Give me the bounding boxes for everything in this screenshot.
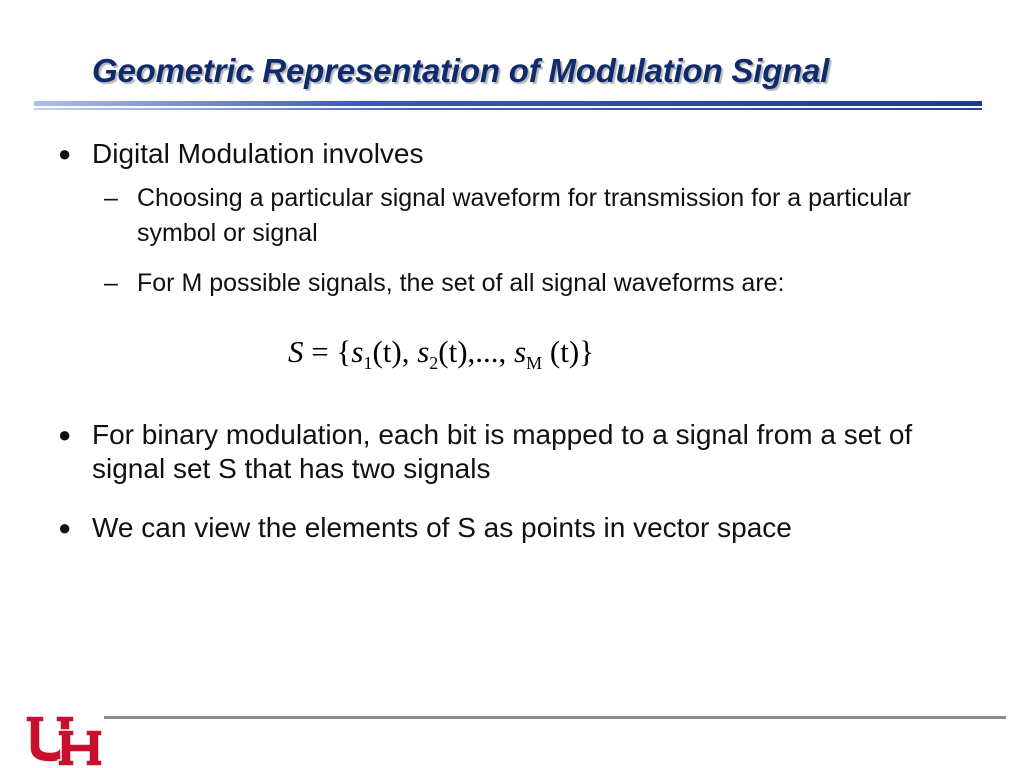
- title-underline: [34, 101, 982, 112]
- slide-title: Geometric Representation of Modulation Signal: [92, 52, 830, 89]
- formula-close: }: [579, 334, 595, 369]
- formula-equals-open: = {: [303, 334, 352, 369]
- title-underline-thick: [34, 101, 982, 106]
- formula-sub-2: 2: [429, 353, 439, 373]
- signal-set-formula: [288, 332, 594, 383]
- subbullet-text: For M possible signals, the set of all signal waveforms are:: [137, 269, 785, 297]
- bullet-dot-icon: ●: [58, 141, 72, 166]
- formula-arg-2: (t),...,: [438, 334, 515, 369]
- subbullet-text: Choosing a particular signal waveform for transmission for a particular symbol or signal: [137, 184, 911, 247]
- bullet-dot-icon: ●: [58, 515, 72, 540]
- footer-rule: [104, 716, 1006, 719]
- bullet-dot-icon: ●: [58, 422, 72, 447]
- bullet-text: For binary modulation, each bit is mapped to a signal from a set of signal set S that has two signals: [92, 419, 913, 484]
- bullet-text: We can view the elements of S as points in vector space: [92, 512, 792, 543]
- uh-logo-icon: [24, 712, 104, 768]
- formula-sub-M: M: [526, 353, 543, 373]
- bullet-text: Digital Modulation involves: [92, 138, 424, 169]
- formula-sM: s: [514, 334, 527, 369]
- formula-arg-1: (t),: [372, 334, 418, 369]
- subbullet-dash-icon: –: [104, 269, 118, 297]
- title-underline-thin: [34, 108, 982, 110]
- formula-sub-1: 1: [363, 353, 373, 373]
- formula-s2: s: [417, 334, 430, 369]
- formula-arg-M: (t): [542, 334, 580, 369]
- formula-s1: s: [351, 334, 364, 369]
- subbullet-dash-icon: –: [104, 184, 118, 212]
- formula-lhs: S: [288, 334, 304, 369]
